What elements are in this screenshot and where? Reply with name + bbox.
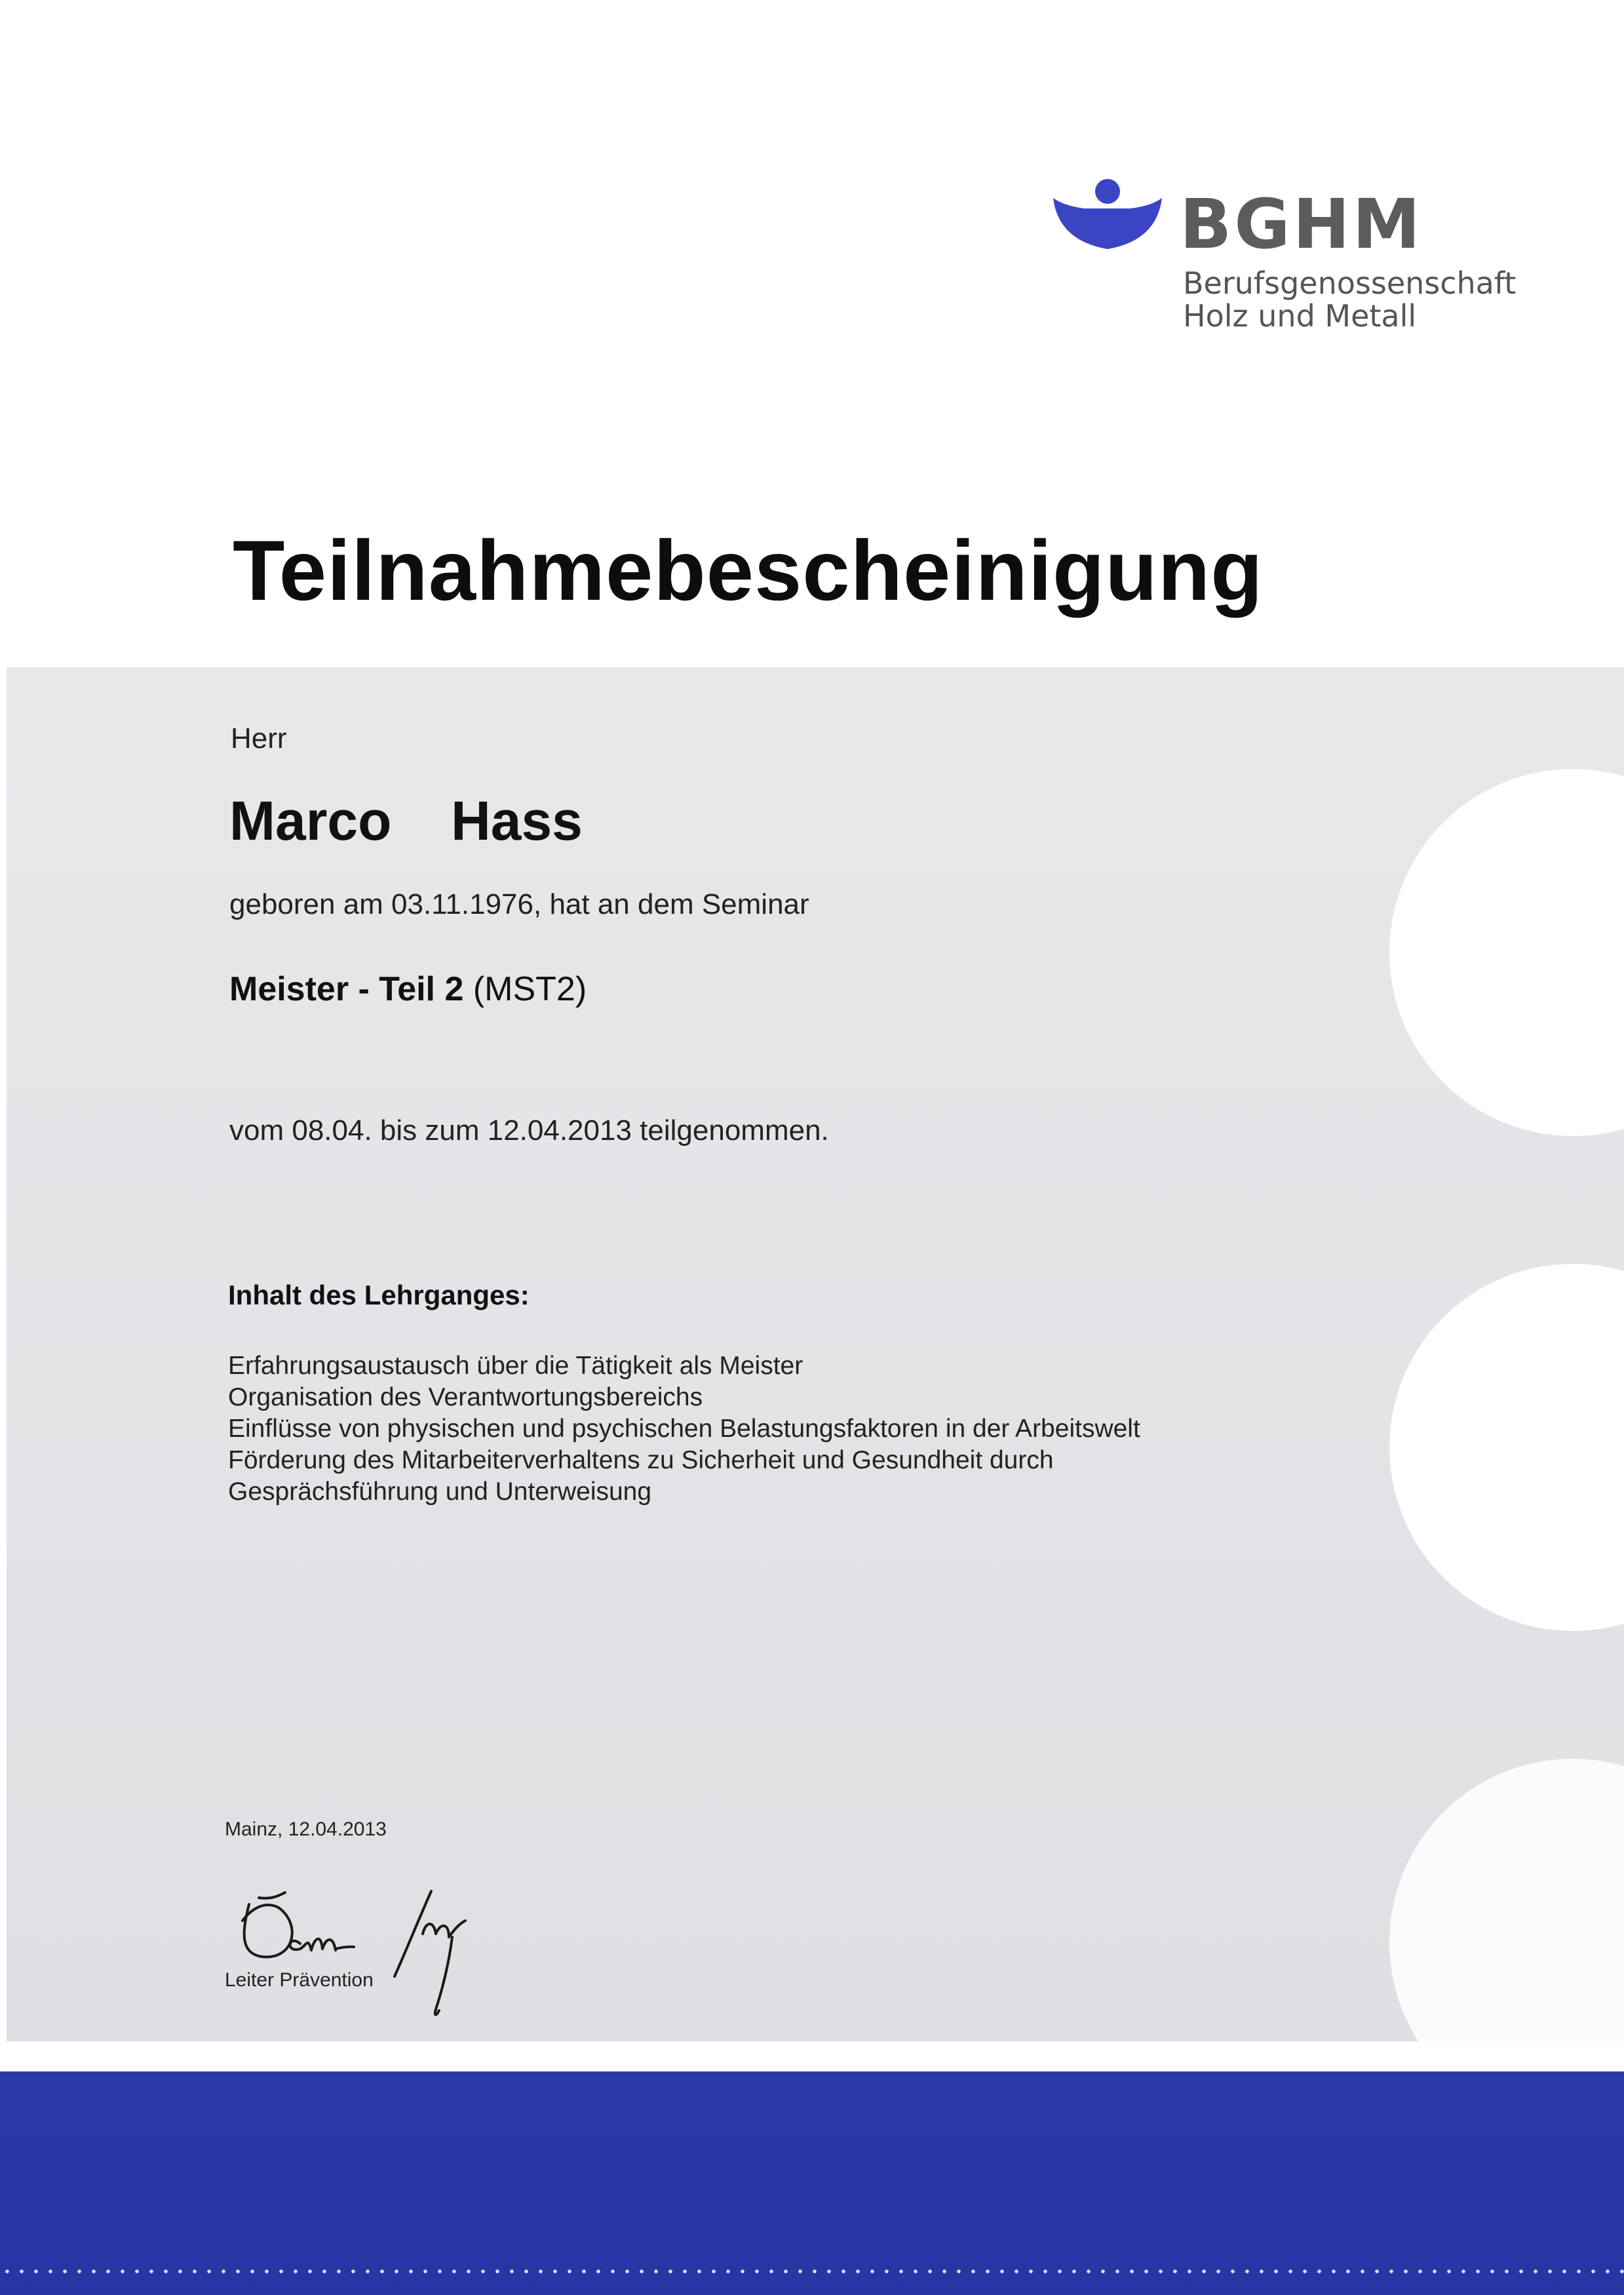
bghm-logo-icon (1052, 178, 1163, 250)
decorative-circle (1389, 1759, 1624, 2041)
decorative-circle (1389, 769, 1624, 1136)
list-item: Gesprächsführung und Unterweisung (228, 1478, 652, 1506)
logo-subtitle-line1: Berufsgenossenschaft (1183, 265, 1517, 301)
list-item: Förderung des Mitarbeiterverhaltens zu Sicherheit und Gesundheit durch (228, 1446, 1054, 1474)
bghm-logo (1052, 178, 1517, 349)
recipient-name: Marco Hass (229, 790, 583, 852)
birth-line: geboren am 03.11.1976, hat an dem Seminar (229, 888, 809, 920)
signer-role: Leiter Prävention (225, 1969, 374, 1991)
course-name: Meister - Teil 2 (229, 970, 464, 1008)
content-heading: Inhalt des Lehrganges: (228, 1280, 530, 1310)
list-item: Erfahrungsaustausch über die Tätigkeit als Meister (228, 1352, 803, 1380)
list-item: Einflüsse von physischen und psychischen Belastungsfaktoren in der Arbeitswelt (228, 1415, 1140, 1443)
decorative-circle (1389, 1264, 1624, 1631)
blue-footer-band (0, 2071, 1624, 2295)
list-item: Organisation des Verantwortungsbereichs (228, 1383, 703, 1411)
salutation: Herr (231, 722, 287, 755)
course-code: (MST2) (463, 970, 587, 1008)
content-list (228, 1350, 1140, 1508)
document-title: Teilnahmebescheinigung (233, 522, 1264, 618)
dates-line: vom 08.04. bis zum 12.04.2013 teilgenommen. (229, 1114, 829, 1147)
logo-subtitle-line2: Holz und Metall (1183, 298, 1417, 334)
dotted-line (0, 2268, 1624, 2275)
course-line (229, 972, 587, 1006)
place-date: Mainz, 12.04.2013 (225, 1818, 387, 1840)
handwritten-signature (223, 1872, 551, 2042)
logo-wordmark: BGHM (1180, 184, 1423, 264)
